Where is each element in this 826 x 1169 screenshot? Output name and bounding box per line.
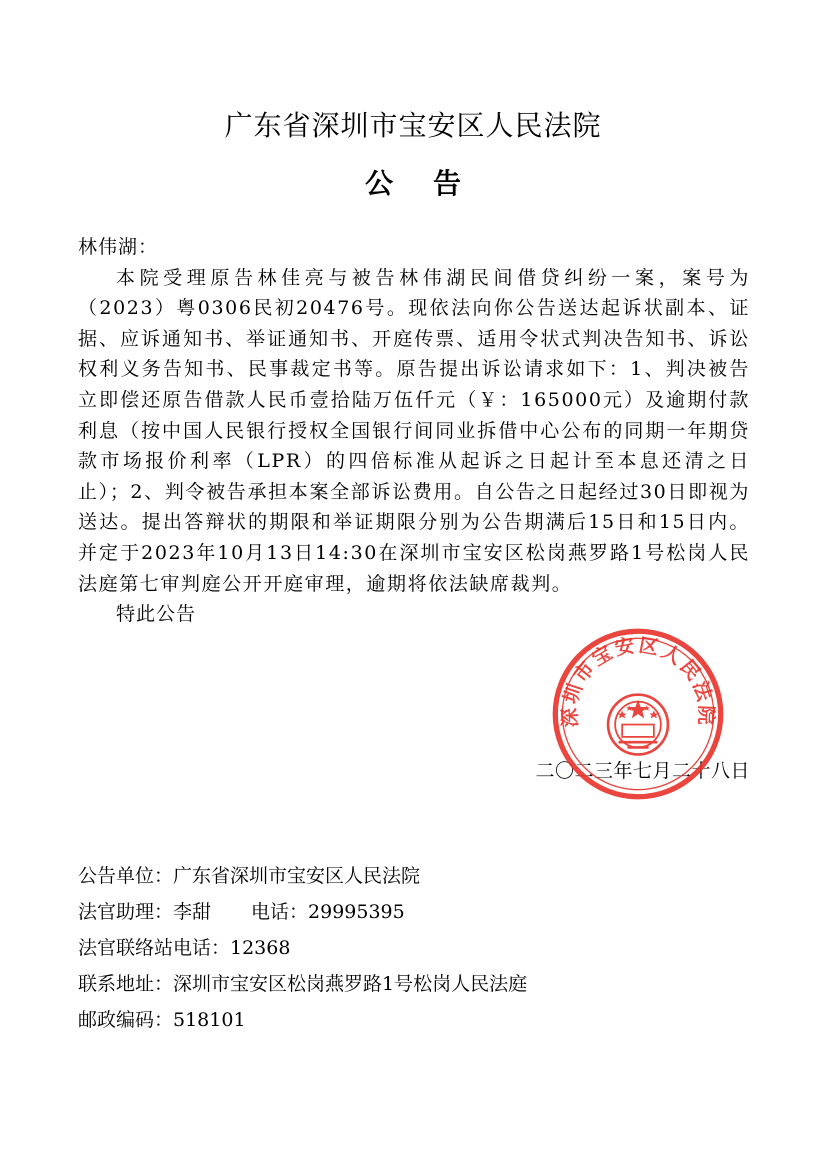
- footer-contact: [78, 858, 758, 1038]
- seal-text: 深圳市宝安区人民法院: [558, 633, 718, 728]
- notice-date: 二〇二三年七月二十八日: [535, 760, 750, 782]
- assistant-row: [78, 894, 758, 930]
- postal-code: 邮政编码：518101: [78, 1009, 246, 1031]
- closing-statement: 特此公告: [116, 603, 197, 626]
- assistant-phone: 电话：29995395: [251, 901, 405, 923]
- document-title: 公告: [364, 167, 501, 200]
- notice-content: [78, 232, 750, 630]
- court-name: 广东省深圳市宝安区人民法院: [224, 109, 602, 142]
- judge-assistant: 法官助理：李甜: [78, 901, 212, 923]
- notice-body: 本院受理原告林佳亮与被告林伟湖民间借贷纠纷一案，案号为（2023）粤0306民初20476号。现依法向你公告送达起诉状副本、证据、应诉通知书、举证通知书、开庭传票、适用令状式判决告知书、诉讼权利义务告知书、民事裁定书等。原告提出诉讼请求如下：1、判决被告立即偿还原告借款人民币壹拾陆万伍仟元（￥：165000元）及逾期付款利息（按中国人民银行授权全国银行间同业拆借中心公布的同期一年期贷款市场报价利率（LPR）的四倍标准从起诉之日起计至本息还清之日止）；2、判令被告承担本案全部诉讼费用。自公告之日起经过30日即视为送达。提出答辩状的期限和举证期限分别为公告期满后15日和15日内。并定于2023年10月13日14:30在深圳市宝安区松岗燕罗路1号松岗人民法庭第七审判庭公开开庭审理，逾期将依法缺席裁判。: [78, 266, 750, 595]
- contact-address: 联系地址：深圳市宝安区松岗燕罗路1号松岗人民法庭: [78, 973, 528, 995]
- svg-text:深圳市宝安区人民法院: [558, 633, 718, 727]
- notice-unit: 公告单位：广东省深圳市宝安区人民法院: [78, 865, 421, 887]
- liaison-hotline: 法官联络站电话：12368: [78, 937, 291, 959]
- salutation: 林伟湖：: [78, 236, 159, 258]
